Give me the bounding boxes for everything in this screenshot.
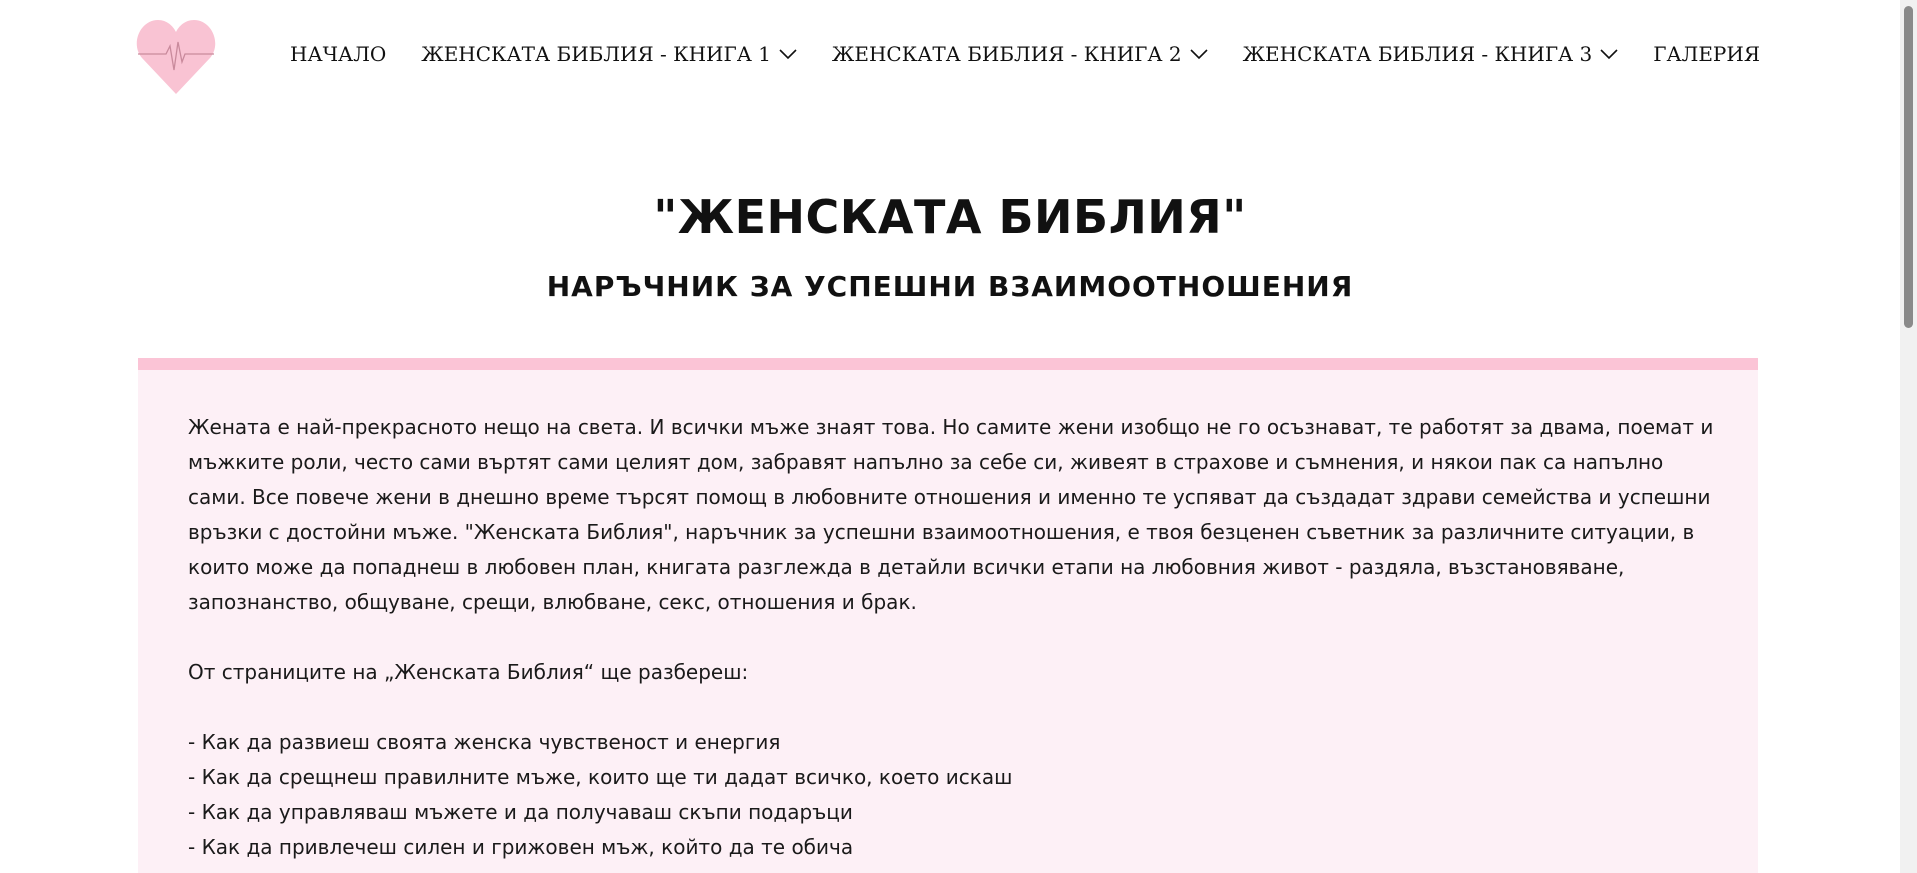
page-subtitle: НАРЪЧНИК ЗА УСПЕШНИ ВЗАИМООТНОШЕНИЯ [546, 270, 1354, 303]
content-body [188, 410, 1718, 865]
list-item: - Как да развиеш своята женска чувственост и енергия [188, 730, 781, 754]
heart-pulse-icon [136, 18, 216, 98]
chevron-down-icon [1600, 48, 1618, 60]
nav-item-label: ЖЕНСКАТА БИБЛИЯ - КНИГА 2 [831, 42, 1182, 66]
list-item: - Как да привлечеш силен и грижовен мъж, който да те обича [188, 835, 854, 859]
nav-item-label: НАЧАЛО [290, 42, 387, 66]
nav-item-label: ЖЕНСКАТА БИБЛИЯ - КНИГА 3 [1242, 42, 1593, 66]
nav-item-gallery[interactable] [1653, 42, 1760, 66]
logo[interactable] [136, 18, 216, 98]
main-nav [290, 42, 1760, 66]
page-title: "ЖЕНСКАТА БИБЛИЯ" [653, 190, 1247, 244]
content-panel [138, 358, 1758, 873]
scrollbar-thumb[interactable] [1904, 6, 1913, 328]
nav-item-book-1[interactable] [421, 42, 797, 66]
chevron-down-icon [1190, 48, 1208, 60]
intro-paragraph: Жената е най-прекрасното нещо на света. И всички мъже знаят това. Но самите жени изобщо не го осъзнават, те работят за двама, поемат и мъжките роли, често сами въртят сами целият дом, забравят напълно за себе си, живеят в страхове и съмнения, и някои пак са напълно сами. Все повече жени в днешно време търсят помощ в любовните отношения и именно те успяват да създадат здрави семейства и успешни връзки с достойни мъже. "Женската Библия", наръчник за успешни взаимоотношения, е твоя безценен съветник за различните ситуации, в които може да попаднеш в любовен план, книгата разглежда в детайли всички етапи на любовния живот - раздяла, възстановяване, запознанство, общуване, срещи, влюбване, секс, отношения и брак. [188, 415, 1714, 614]
nav-item-book-2[interactable] [832, 42, 1208, 66]
nav-item-label: ЖЕНСКАТА БИБЛИЯ - КНИГА 1 [421, 42, 771, 66]
nav-item-book-3[interactable] [1243, 42, 1619, 66]
site-header [0, 0, 1900, 110]
nav-item-label: ГАЛЕРИЯ [1653, 42, 1760, 66]
vertical-scrollbar[interactable] [1900, 0, 1917, 873]
list-item: - Как да срещнеш правилните мъже, които ще ти дадат всичко, което искаш [188, 765, 1013, 789]
chevron-down-icon [779, 48, 797, 60]
nav-item-home[interactable] [290, 42, 386, 66]
list-lead: От страниците на „Женската Библия“ ще разбереш: [188, 660, 749, 684]
list-item: - Как да управляваш мъжете и да получаваш скъпи подаръци [188, 800, 853, 824]
